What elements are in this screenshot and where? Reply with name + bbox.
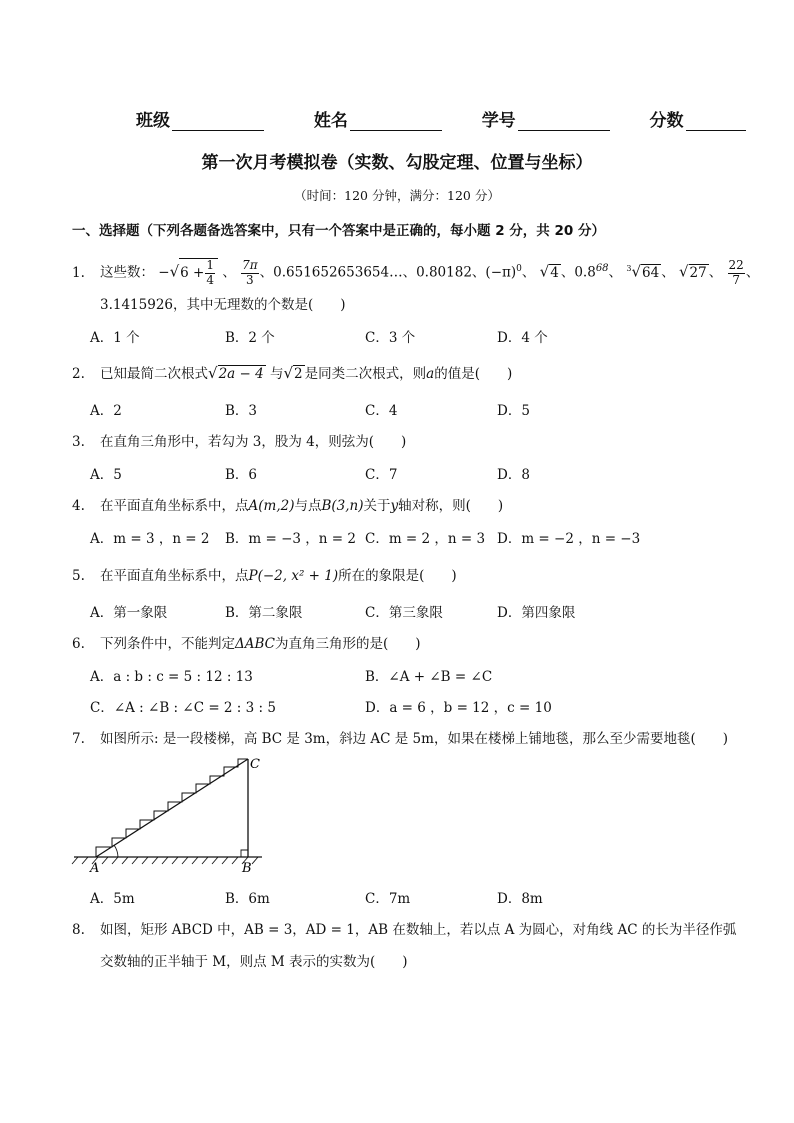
option-b[interactable]: B．6m <box>225 891 270 907</box>
separator: 、 <box>745 264 760 281</box>
score-field[interactable] <box>686 112 746 131</box>
option-a[interactable]: A．5 <box>90 467 122 483</box>
question-number: 3. <box>72 434 85 450</box>
option-d[interactable]: D．8m <box>497 891 543 907</box>
score-label: 分数 <box>649 111 684 131</box>
option-d[interactable]: D．m = −2 ，n = −3 <box>497 531 641 547</box>
fraction <box>205 259 215 288</box>
question-stem: 在平面直角坐标系中，点 <box>100 498 249 514</box>
option-a[interactable]: A．m = 3 ，n = 2 <box>90 531 210 547</box>
option-b[interactable]: B．第二象限 <box>225 605 303 621</box>
minus-sign: − <box>158 264 170 281</box>
question-5 <box>72 564 457 584</box>
question-number: 4. <box>72 498 85 514</box>
separator: 、 <box>708 264 723 281</box>
option-c[interactable]: C．m = 2 ，n = 3 <box>365 531 486 547</box>
name-field[interactable] <box>350 112 442 131</box>
option-c[interactable]: C．第三象限 <box>365 605 443 621</box>
radicand: 2 <box>294 366 303 382</box>
question-number: 6. <box>72 636 85 652</box>
question-stem: 的值是( ) <box>434 366 513 382</box>
right-angle-mark <box>241 850 248 857</box>
question-stem: 为直角三角形的是( ) <box>275 636 421 652</box>
sqrt-sign-icon: √ <box>539 262 550 281</box>
option-d[interactable]: D．第四象限 <box>497 605 576 621</box>
angle-arc <box>114 845 118 857</box>
option-a[interactable]: A．第一象限 <box>90 605 168 621</box>
label-c: C <box>250 757 260 772</box>
student-info-line <box>136 106 746 131</box>
fraction-numerator: 22 <box>728 257 744 272</box>
number-list-text: 、0.651652653654…、0.80182、 <box>259 264 486 281</box>
triangle-name: ΔABC <box>235 636 275 652</box>
radicand: 2a − 4 <box>218 366 264 382</box>
question-stem: 下列条件中，不能判定 <box>100 636 235 652</box>
point-a: A(m,2) <box>248 498 295 514</box>
option-a[interactable]: A．a : b : c = 5 : 12 : 13 <box>90 669 253 685</box>
question-stem: 在平面直角坐标系中，点 <box>100 568 249 584</box>
fraction-denominator: 4 <box>206 272 215 287</box>
option-d[interactable]: D．a = 6 ，b = 12 ，c = 10 <box>365 700 552 716</box>
label-b: B <box>242 861 252 876</box>
class-field[interactable] <box>172 112 264 131</box>
option-c[interactable]: C．4 <box>365 403 398 419</box>
question-7 <box>72 727 728 747</box>
separator: 、 <box>521 264 536 281</box>
hypotenuse-ac <box>96 759 248 857</box>
question-number: 5. <box>72 568 85 584</box>
question-number: 1. <box>72 264 85 281</box>
separator: 、 <box>661 264 675 281</box>
separator: 、 <box>222 264 236 281</box>
id-field[interactable] <box>518 112 610 131</box>
section-heading: 一、选择题（下列各题备选答案中，只有一个答案中是正确的，每小题 2 分，共 20 分） <box>72 223 605 239</box>
question-number: 7. <box>72 731 85 747</box>
cube-root-sign-icon: √ <box>631 262 641 281</box>
class-label: 班级 <box>136 111 170 131</box>
point-p: P(−2, x² + 1) <box>248 568 339 584</box>
option-a[interactable]: A．2 <box>90 403 122 419</box>
page-subtitle: （时间：120 分钟，满分：120 分） <box>294 188 500 203</box>
separator: 、 <box>608 264 623 281</box>
radicand: 64 <box>642 264 660 281</box>
question-number: 2. <box>72 366 85 382</box>
question-stem: 如图，矩形 ABCD 中，AB = 3，AD = 1，AB 在数轴上，若以点 A 为圆心，对角线 AC 的长为半径作弧 <box>100 922 737 938</box>
point-b: B(3,n) <box>321 498 364 514</box>
question-stem: 如图所示: 是一段楼梯，高 BC 是 3m，斜边 AC 是 5m，如果在楼梯上铺地毯，那么至少需要地毯( ) <box>100 731 728 747</box>
power-exponent: 0 <box>516 264 522 274</box>
option-d[interactable]: D．4 个 <box>497 330 548 346</box>
question-3 <box>72 430 406 450</box>
radicand-text: 6 + <box>180 264 205 281</box>
question-stem: 所在的象限是( ) <box>338 568 457 584</box>
question-stem: 与 <box>269 366 284 382</box>
option-c[interactable]: C．∠A : ∠B : ∠C = 2 : 3 : 5 <box>90 700 276 716</box>
option-c[interactable]: C．7 <box>365 467 398 483</box>
fraction-numerator: 1 <box>206 257 215 272</box>
ground-hatching <box>72 857 258 864</box>
radicand: 27 <box>689 264 707 281</box>
option-b[interactable]: B．3 <box>225 403 258 419</box>
fraction-numerator: 7π <box>242 257 258 272</box>
label-a: A <box>90 861 100 876</box>
question-8 <box>72 918 736 938</box>
question-stem: 关于 <box>363 498 391 514</box>
power-base: (−π) <box>485 264 517 281</box>
option-b[interactable]: B．m = −3 ，n = 2 <box>225 531 356 547</box>
question-stem: 这些数： <box>100 264 154 281</box>
question-stem: 在直角三角形中，若勾为 3，股为 4，则弦为( ) <box>100 434 407 450</box>
question-4 <box>72 494 503 514</box>
question-6 <box>72 632 421 652</box>
fraction <box>728 259 745 288</box>
question-stem: 已知最简二次根式 <box>100 366 208 382</box>
sqrt-sign-icon: √ <box>283 364 294 382</box>
question-8-cont: 交数轴的正半轴于 M，则点 M 表示的实数为( ) <box>100 954 408 970</box>
option-d[interactable]: D．5 <box>497 403 530 419</box>
fraction-denominator: 3 <box>246 272 254 287</box>
option-a[interactable]: A．5m <box>90 891 135 907</box>
option-c[interactable]: C．3 个 <box>365 330 416 346</box>
question-1-cont: 3.1415926，其中无理数的个数是( ) <box>100 297 346 313</box>
fraction <box>241 259 259 288</box>
id-label: 学号 <box>481 111 516 131</box>
question-stem: 与点 <box>294 498 322 514</box>
variable: a <box>426 366 435 382</box>
option-b[interactable]: B．∠A + ∠B = ∠C <box>365 669 493 685</box>
question-2 <box>72 362 512 382</box>
decimal-text: 、0.8 <box>560 264 596 281</box>
radicand <box>179 258 218 288</box>
repeating-digits: 68 <box>595 263 609 274</box>
axis-name: y <box>390 498 399 514</box>
sqrt-sign-icon: √ <box>208 364 218 382</box>
question-number: 8. <box>72 922 85 938</box>
staircase-figure <box>70 754 270 876</box>
page-title: 第一次月考模拟卷（实数、勾股定理、位置与坐标） <box>201 153 593 173</box>
option-c[interactable]: C．7m <box>365 891 411 907</box>
name-label: 姓名 <box>313 111 348 131</box>
fraction-denominator: 7 <box>732 272 740 287</box>
sqrt-sign-icon: √ <box>678 262 689 281</box>
question-stem: 轴对称，则( ) <box>398 498 504 514</box>
option-b[interactable]: B．6 <box>225 467 258 483</box>
question-1 <box>72 252 759 286</box>
question-stem: 是同类二次根式，则 <box>304 366 427 382</box>
option-b[interactable]: B．2 个 <box>225 330 275 346</box>
root-index: 3 <box>626 264 632 273</box>
option-d[interactable]: D．8 <box>497 467 530 483</box>
radicand: 4 <box>550 264 559 281</box>
option-a[interactable]: A．1 个 <box>90 330 140 346</box>
sqrt-sign-icon: √ <box>169 262 180 281</box>
